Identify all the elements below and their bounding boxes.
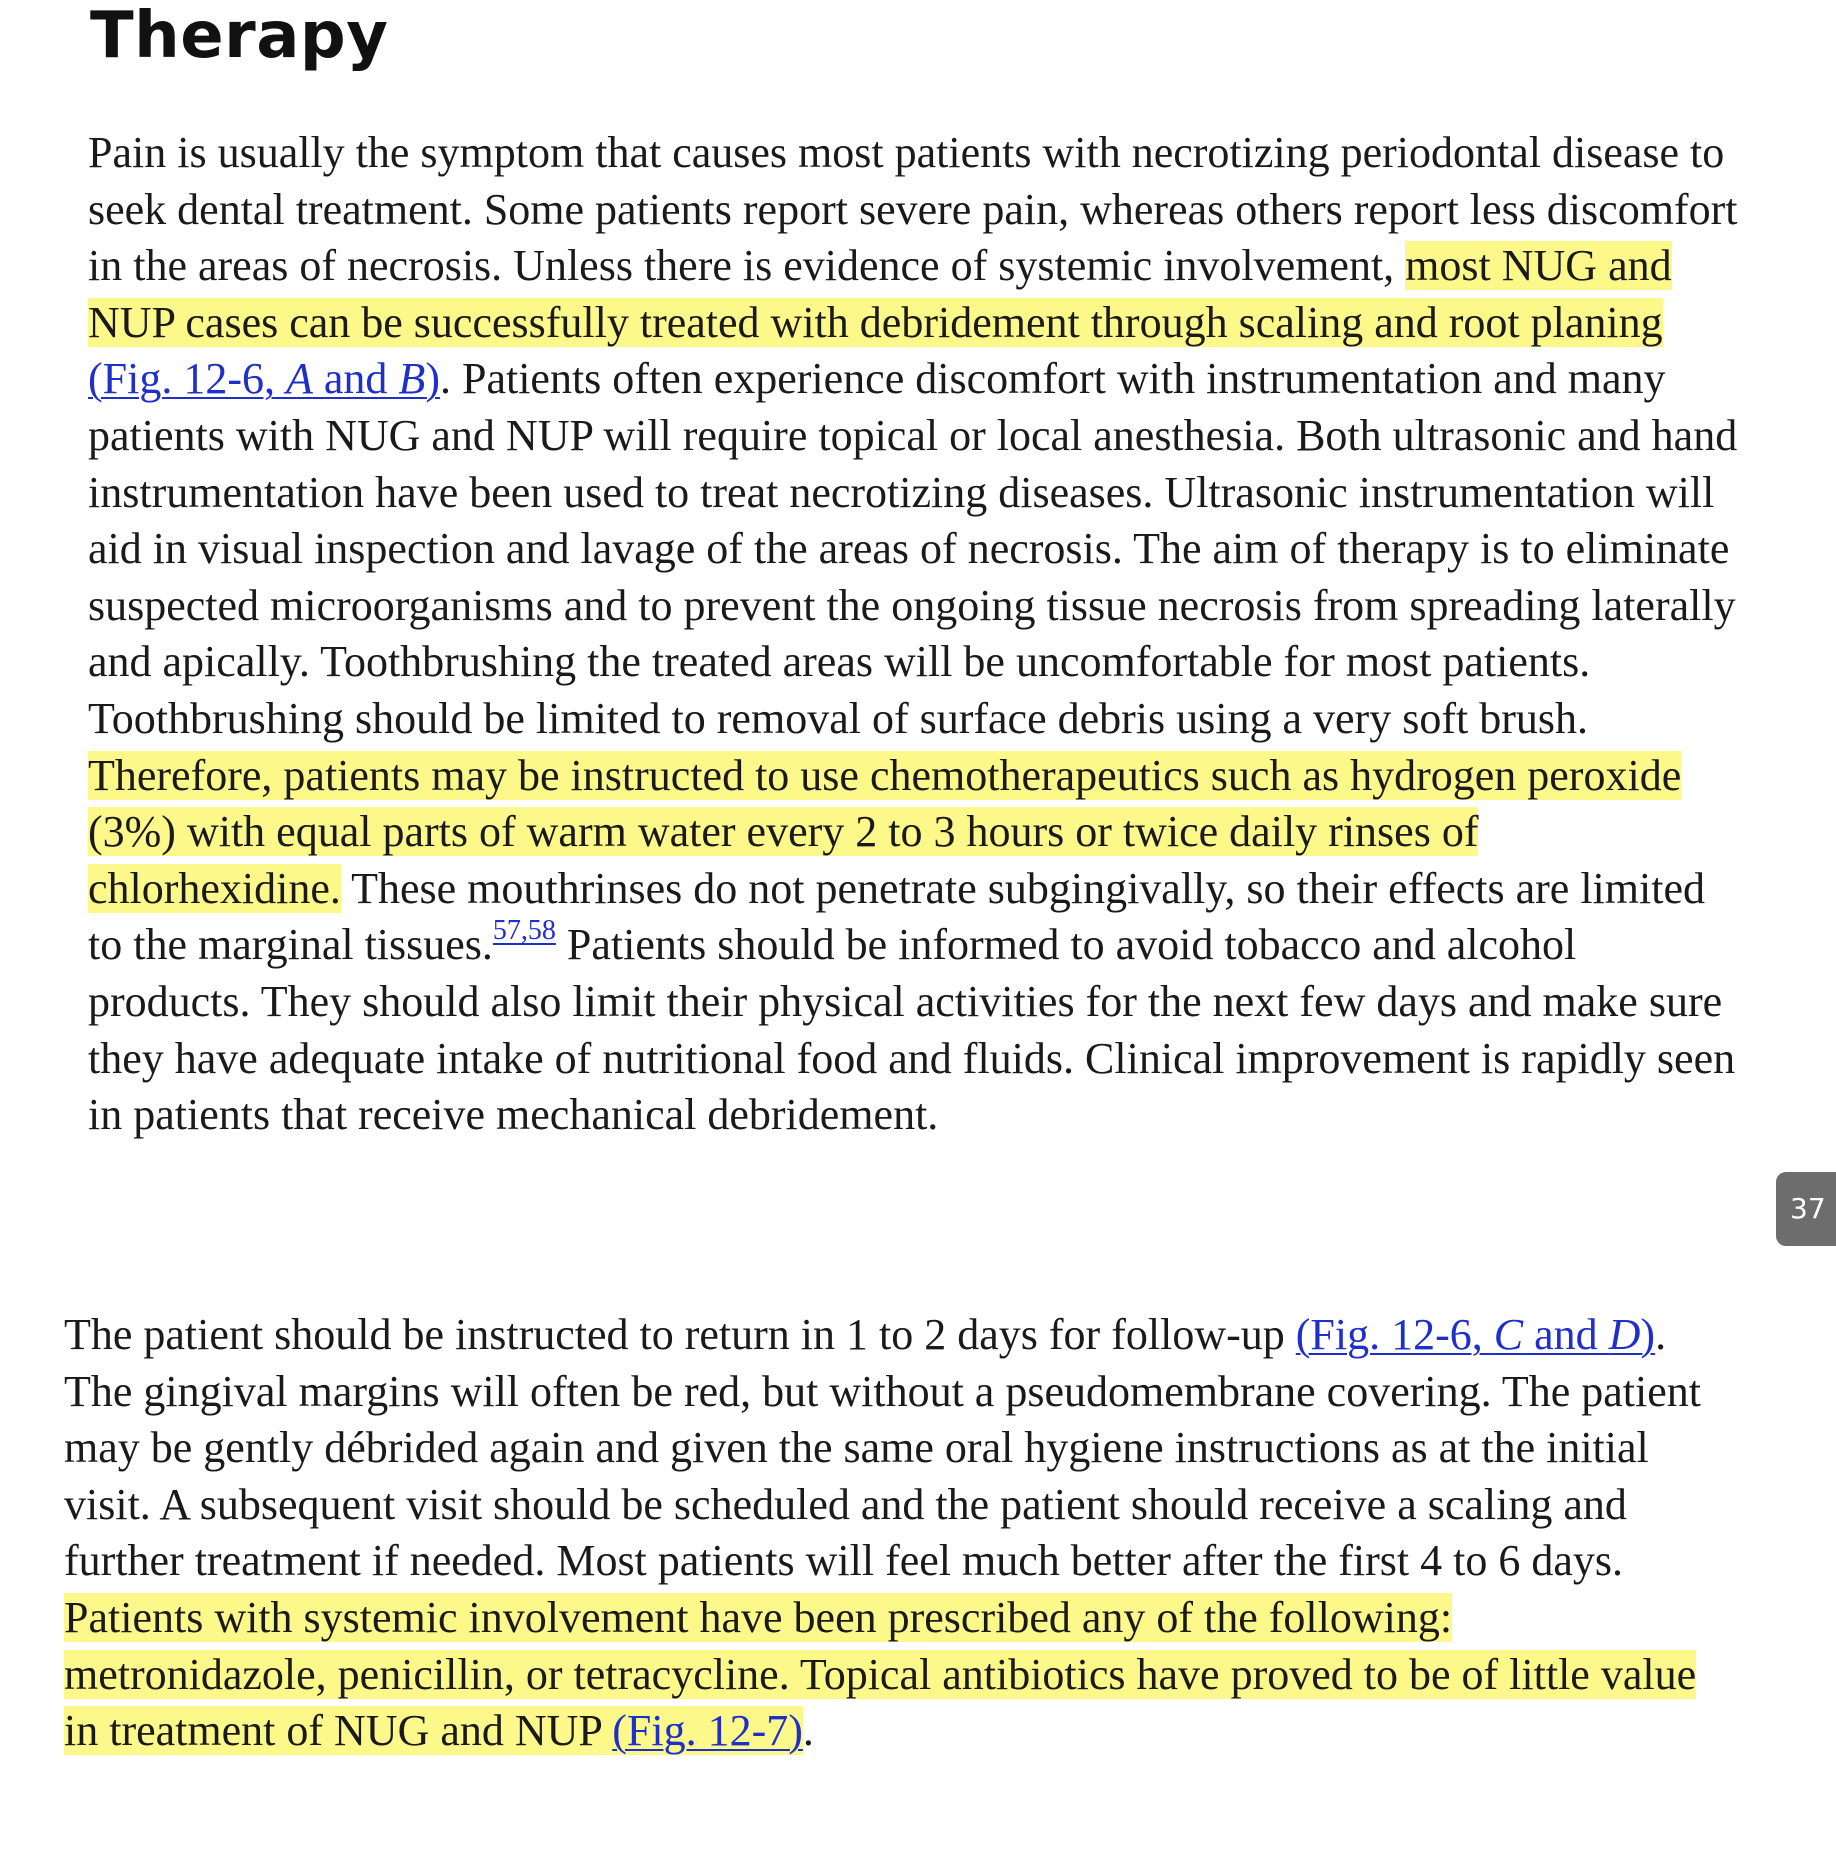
paragraph-2-text-3: .: [802, 1706, 814, 1756]
figure-link-12-6-a-b[interactable]: [88, 354, 440, 403]
highlight-2[interactable]: Therefore, patients may be instructed to use chemotherapeutics such as hydrogen peroxide (3%) with equal parts of warm water every 2 to 3 hours or twice daily rinses of chlorhexidine.: [88, 750, 1682, 913]
figure-link-text: and: [312, 354, 399, 404]
paragraph-1-text-4: Patients should be informed to avoid tobacco and alcohol products. They should also limit their physical activities for the next few days and make sure they have adequate intake of nutritional food and fluids. Clinical improvement is rapidly seen in patients that receive mechanical debridement.: [88, 920, 1736, 1140]
figure-link-text: ): [1640, 1310, 1656, 1359]
page-number-badge[interactable]: 37: [1776, 1172, 1836, 1246]
figure-link-panel-c: C: [1493, 1310, 1524, 1359]
paragraph-1-text-1: Pain is usually the symptom that causes most patients with necrotizing periodontal disease to seek dental treatment. Some patients report severe pain, whereas others report less discomfort in the areas of necrosis. Unless there is evidence of systemic involvement,: [88, 128, 1738, 291]
highlight-3-text: Patients with systemic involvement have been prescribed any of the following: metronidazole, penicillin, or tetracycline. Topical antibiotics have proved to be of little value in treatment of NUG and NUP: [64, 1592, 1697, 1756]
paragraph-2-text-2: . The gingival margins will often be red, but without a pseudomembrane covering. The patient may be gently débrided again and given the same oral hygiene instructions as at the initial visit. A subsequent visit should be scheduled and the patient should receive a scaling and further treatment if needed. Most patients will feel much better after the first 4 to 6 days.: [64, 1310, 1701, 1586]
figure-link-text: (Fig. 12-6,: [1295, 1310, 1494, 1359]
paragraph-2-text-1: The patient should be instructed to return in 1 to 2 days for follow-up: [64, 1310, 1296, 1359]
figure-link-text: and: [1523, 1310, 1609, 1359]
paragraph-1-text-2: . Patients often experience discomfort with instrumentation and many patients with NUG and NUP will require topical or local anesthesia. Both ultrasonic and hand instrumentation have been used to treat necrotizing diseases. Ultrasonic instrumentation will aid in visual inspection and lavage of the areas of necrosis. The aim of therapy is to eliminate suspected microorganisms and to prevent the ongoing tissue necrosis from spreading laterally and apically. Toothbrushing the treated areas will be uncomfortable for most patients. Toothbrushing should be limited to removal of surface debris using a very soft brush.: [88, 354, 1738, 743]
paragraph-1-text-3: These mouthrinses do not penetrate subgingivally, so their effects are limited to the marginal tissues.: [88, 863, 1705, 970]
highlight-3[interactable]: [64, 1593, 1696, 1755]
figure-link-text: (Fig. 12-6,: [88, 354, 286, 404]
highlight-1[interactable]: most NUG and NUP cases can be successfully treated with debridement through scaling and root planing: [88, 241, 1672, 347]
section-heading: Therapy: [90, 0, 389, 73]
figure-link-panel-d: D: [1608, 1310, 1641, 1359]
figure-link-panel-b: B: [398, 354, 426, 404]
figure-link-12-7[interactable]: (Fig. 12-7): [612, 1706, 803, 1756]
paragraph-1: [88, 125, 1738, 1144]
figure-link-panel-a: A: [286, 354, 313, 404]
reference-link-57-58[interactable]: 57,58: [492, 915, 556, 947]
figure-link-text: ): [425, 354, 440, 404]
paragraph-2: [64, 1307, 1714, 1760]
figure-link-12-6-c-d[interactable]: [1296, 1310, 1655, 1359]
